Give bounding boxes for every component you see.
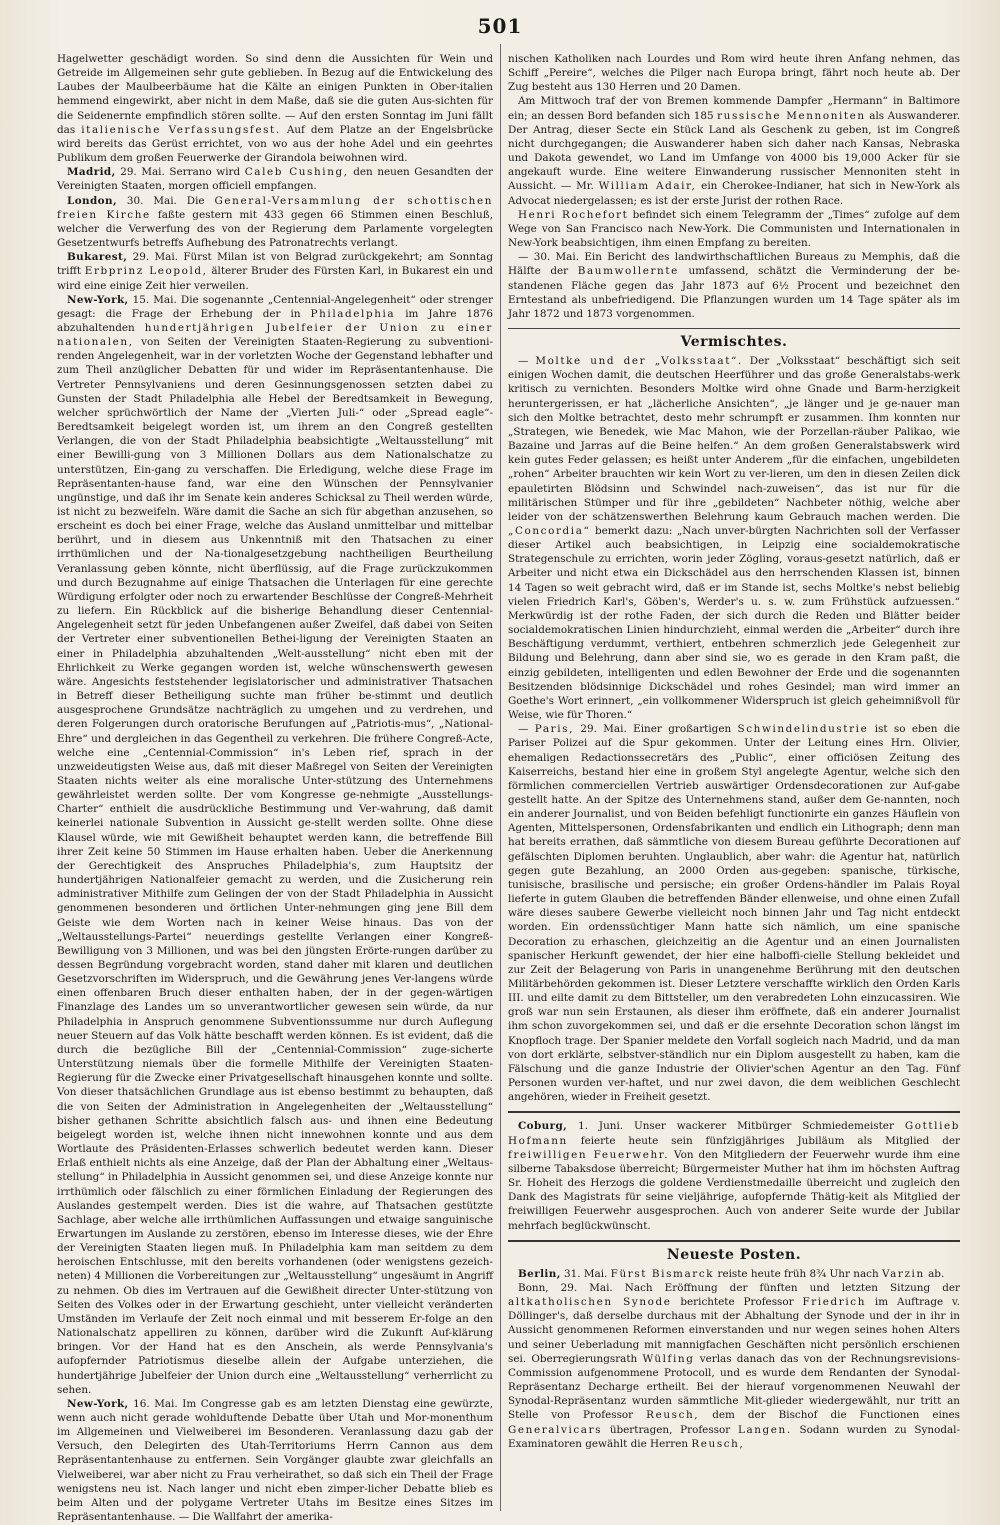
section-rule — [508, 328, 960, 329]
article-memphis: — 30. Mai. Ein Bericht des landwirthschaftlichen Bureaus zu Memphis, daß die Hälfte der Baumwollernte umfassend, schätzt die Verminderung der be-standenen Fläche gegen das Jahr 1873 auf 6½ Procent und bezeichnet den Erntestand als unbefriedigend. Die Pflanzungen wurden um 14 Tage später als im Jahr 1872 und 1873 vorgenommen. — [508, 251, 961, 320]
article-coburg: Coburg, 1. Juni. Unser wackerer Mitbürger Schmiedemeister Gottlieb Hofmann feierte heute sein fünfzigjähriges Jubiläum als Mitglied der freiwilligen Feuerwehr. Von den Mitgliedern der Feuerwehr wurde ihm eine silberne Tabaksdose überreicht; Bürgermeister Muther hat ihm im höchsten Auftrag Sr. Hoheit des Herzogs die goldene Verdienstmedaille überreicht und zugleich den Dank des Magistrats für seine vieljährige, aufopfernde Thätig-keit als Mitglied der freiwilligen Feuerwehr ausgesprochen. Auch von anderer Seite wurde der Jubilar mehrfach beglückwünscht. — [508, 1120, 960, 1232]
dateline: Coburg, — [518, 1120, 568, 1133]
right-column — [508, 52, 960, 1511]
page-number: 501 — [477, 14, 523, 38]
dateline: New-York, — [67, 293, 129, 306]
article-moltke: — Moltke und der „Volksstaat“. Der „Volksstaat“ beschäftigt sich seit einigen Wochen damit, die deutschen Heerführer und das große Generalstabs-werk kritisch zu vernichten. Besonders Moltke wird ohne Gnade und Barm-herzigkeit heruntergerissen, er hat „lächerliche Ansichten“, „je länger und je ge-nauer man sich den Moltke betrachtet, desto mehr schrumpft er zusammen. Ihm konnten nur „Strategen, wie Benedek, wie Mac Mahon, wie der Porzellan-räuber Palikao, wie Bazaine und Jarras auf die Beine helfen.“ An dem großen Generalstabswerk wird kein gutes Feder gelassen; es heißt unter Anderem „für die einfachen, ungebildeten „rohen“ Arbeiter brauchten wir kein Wort zu ver-lieren, um den in diesen Zeilen dick epauletirten Blödsinn und Schwindel nach-zuweisen“, das ist nur für die militärischen Stümper und für ihre „gebildeten“ Nachbeter nöthig, welche aber leider von der schätzenswerthen Belehrung kaum Gebrauch machen werden. Die „Concordia“ bemerkt dazu: „Nach unver-bürgten Nachrichten soll der Verfasser dieser Artikel auch beabsichtigen, in Leipzig eine socialdemokratische Strategenschule zu errichten, worin jeder Zögling, voraus-gesetzt natürlich, daß er Arbeiter und nicht etwa ein Dickschädel aus den herrschenden Klassen ist, binnen 14 Tagen so weit gebracht wird, daß er im Stande ist, sechs Moltke's nebst beliebig vielen Friedrich Karl's, Göben's, Werder's u. s. w. zum Frühstück aufzuessen.“ Merkwürdig ist der rothe Faden, der sich durch die Reden und Blätter beider socialdemokratischen Linien hindurchzieht, einmal werden die „Arbeiter“ durch ihre Beschäftigung verdummt, verthiert, entbehren schmerzlich jede Gelegenheit zur Bildung und Belehrung, dann aber sind sie, wo es gerade in den Kram paßt, die einzig gebildeten, intelligenten und edlen Bewohner der Erde und die sogenannten Besitzenden blödsinnige Dickschädel und rohes Gesindel; man wird immer an Goethe's Wort erinnert, „ein vollkommener Widerspruch ist gleich geheimnißvoll für Weise, wie für Thoren.“ — [508, 355, 961, 722]
article-pilgrims: nischen Katholiken nach Lourdes und Rom wird heute ihren Anfang nehmen, das Schiff „Pereire“, welches die Pilger nach Europa bringt, fährt noch heute ab. Der Zug besteht aus 130 Herren und 20 Damen. — [508, 53, 960, 94]
article-paris-swindle: — Paris, 29. Mai. Einer großartigen Schwindelindustrie ist so eben die Pariser Polizei auf die Spur gekommen. Unter der Leitung eines Hrn. Olivier, ehemaligen Redactionssecretärs des „Public“, einer officiösen Zeitung des Kaiserreichs, bestand hier eine in großem Styl angelegte Agentur, welche sich den förmlichen commerciellen Vertrieb auswärtiger Ordensdecorationen zur Auf-gabe gestellt hatte. An der Spitze des Unternehmens stand, außer dem Ge-nannten, noch ein anderer Journalist, und von Beiden befehligt functionirte ein ganzes Häuflein von Agenten, Mittelspersonen, Ordensfabrikanten und endlich ein Lithograph; denn man hat bereits errathen, daß sämmtliche von diesem Bureau geführte Decorationen auf gefälschten Diplomen beruhten. Unglaublich, aber wahr: die Agentur hat, natürlich gegen gute Bezahlung, an 2000 Orden aus-gegeben: spanische, türkische, tunisische, brasilische und persische; ein großer Ordens-händler im Palais Royal lieferte in gutem Glauben die betreffenden Bänder ellenweise, und ohne einen Zufall wäre dieses saubere Gewerbe vielleicht noch binnen Jahr und Tag nicht entdeckt worden. Ein ordenssüchtiger Mann hatte sich nämlich, um eine spanische Decoration zu erhaschen, gleichzeitig an die Agentur und an einen Journalisten spanischer Herkunft gewendet, der hier eine halboffi-cielle Stellung bekleidet und zur Zeit der Belagerung von Paris in unangenehme Berührung mit den deutschen Militärbehörden gekommen ist. Dieser Letztere verschaffte wirklich den Orden Karls III. und eilte damit zu dem Bittsteller, um den verabredeten Lohn einzucassiren. Wie groß war nun sein Erstaunen, als dieser ihm eröffnete, daß ein anderer Journalist ihm schon zuvorgekommen sei, und daß er die ersehnte Decoration schon längst im Knopfloch trage. Der Spanier meldete den Vorfall sogleich nach Madrid, und da man von dort erklärte, selbstver-ständlich nur ein Diplom ausgestellt zu haben, kam die Fälschung und die ganze Industrie der Olivier'schen Agentur an den Tag. Fünf Personen wurden ver-haftet, und nur zwei davon, die dem weiblichen Geschlecht angehören, wieder in Freiheit gesetzt. — [508, 723, 960, 1104]
dateline: Madrid, — [67, 166, 116, 179]
article-new-york-centennial: New-York, 15. Mai. Die sogenannte „Centennial-Angelegenheit“ oder strenger gesagt: die Frage der Erhebung der in Philadelphia im Jahre 1876 abzuhaltenden hundertjährigen Jubelfeier der Union zu einer nationalen, von Seiten der Vereinigten Staaten-Regierung zu subventioni-renden Angelegenheit, war in der vorletzten Woche der Gegenstand lebhafter und zum Theil anzüglicher Debatten für und wider im Repräsentantenhause. Die Vertreter Pennsylvaniens und deren Gesinnungsgenossen setzten dabei zu Gunsten der Stadt Philadelphia alle Hebel der Beredtsamkeit in Bewegung, welcher sprüchwörtlich der Name der „Vierten Juli-“ oder „Spread eagle“-Beredtsamkeit beigelegt worden ist, um ihrem an den Congreß gestellten Verlangen, die von der Stadt Philadelphia beabsichtigte „Weltausstellung“ mit einer Bewilli-gung von 3 Millionen Dollars aus dem Nationalschatze zu unterstützen, Ein-gang zu verschaffen. Die Erledigung, welche diese Frage im Repräsentanten-hause fand, war eine den Wünschen der Pennsylvanier ungünstige, und daß ihr im Senate kein anderes Schicksal zu Theil werden würde, ist nicht zu bezweifeln. Wäre damit die Sache an sich für abgethan anzusehen, so erscheint es doch bei einer Frage, welche das Ausland unmittelbar und mittelbar berührt, und in diesem aus Unkenntniß mit den Thatsachen zu einer irrthümlichen und der Na-tionalgesetzgebung nachtheiligen Beurtheilung Veranlassung geben könnte, nicht überflüssig, auf die Frage zurückzukommen und durch Bezugnahme auf einige Thatsachen die Unterlagen für eine gerechte Würdigung erfolgter oder noch zu erwartender Beschlüsse der Congreß-Mehrheit zu liefern. Ein Rückblick auf die bisherige Behandlung dieser Centennial-Angelegenheit setzt für jeden Unbefangenen außer Zweifel, daß dabei von Seiten der Vertreter einer subventionellen Bethei-ligung der Vereinigten Staaten an einer in Philadelphia abzuhaltenden „Welt-ausstellung“ nicht eben mit der Ehrlichkeit zu Werke gegangen worden ist, welche wünschenswerth gewesen wäre. Angesichts feststehender legislatorischer und administrativer Thatsachen in Betreff dieser Betheiligung suchte man früher be-stimmt und deutlich ausgesprochene Grundsätze nachträglich zu umgehen und zu verdrehen, und deren Folgerungen durch oratorische Berufungen auf „Patriotis-mus“, „National-Ehre“ und dergleichen in das Gegentheil zu verkehren. Die frühere Congreß-Acte, welche eine „Centennial-Commission“ in's Leben rief, sprach in der unzweideutigsten Weise aus, daß mit dieser Maßregel von Seiten der Vereinigten Staaten nichts weiter als eine moralische Unter-stützung des Unternehmens gewährleistet werden sollte. Der vom Kongresse ge-nehmigte „Ausstellungs-Charter“ enthielt die ausdrückliche Bestimmung und Ver-wahrung, daß damit keinerlei nationale Subvention in Aussicht ge-stellt werden sollte. Ohne diese Klausel würde, wie mit Gewißheit behauptet werden kann, die betreffende Bill ihrer Zeit keine 50 Stimmen im Hause erhalten haben. Ueber die Anerkennung der Gerechtigkeit des Anspruches Philadelphia's, zum Hauptsitz der hundertjährigen Nationalfeier gemacht zu werden, und die Zusicherung rein administrativer Mithilfe zum Gelingen der von der Stadt Philadelphia in Aussicht genommenen besonderen und örtlichen Unter-nehmungen ging jene Bill dem Geiste wie dem Worten nach in keiner Weise hinaus. Das von der „Weltausstellungs-Partei“ neuerdings gestellte Verlangen einer Kongreß-Bewilligung von 3 Millionen, und was bei den jüngsten Erörte-rungen darüber zu dessen Begründung vorgebracht worden, stand daher mit klaren und deutlichen Gesetzvorschriften im Widerspruch, und die Gewährung jenes Ver-langens würde einen offenbaren Bruch dieser enthalten haben, der in der gegen-wärtigen Finanzlage des Landes um so unverantwortlicher gewesen sein würde, da nur Philadelphia in Anspruch genommene Subventionssumme nur durch Auflegung neuer Steuern auf das Volk hätte beschafft werden können. Es ist evident, daß die durch die bezügliche Bill der „Centennial-Commission“ zuge-sicherte Unterstützung niemals über die formelle Mithilfe der Vereinigten Staaten-Regierung für die Zwecke einer Privatgesellschaft hinausgehen konnte und sollte. Von dieser thatsächlichen Grundlage aus ist ebenso bestimmt zu behaupten, daß die von Seiten der Administration in Angelegenheiten der „Weltausstellung“ bisher gethanen Schritte absichtlich falsch aus- und ihnen eine Bedeutung beigelegt worden ist, welche ihnen nicht innewohnen konnte und aus dem Wortlaute des Präsidenten-Erlasses schwerlich bedeutet werden kann. Dieser Erlaß enthielt nichts als eine Anzeige, daß der Plan der Abhaltung einer „Weltaus-stellung“ in Philadelphia in Aussicht genommen sei, und diese Anzeige konnte nur irrthümlich oder fälschlich zu einer förmlichen Einladung der Regierungen des Auslandes gestempelt werden. Dies ist die wahre, auf Thatsachen gestützte Sachlage, aber welche alle irrthümlichen Auffassungen und etwaige sanguinische Erwartungen im Auslande zu zerstören, ebenso im Interesse dieses, wie der Ehre der Vereinigten Staaten liegen muß. In Philadelphia kam man seitdem zu dem heroischen Entschlusse, mit den bereits vorhandenen (oder wenigstens gezeich-neten) 4 Millionen die Vorbereitungen zur „Weltausstellung“ ungesäumt in Angriff zu nehmen. Ob dies im Vertrauen auf die Gewißheit directer Unter-stützung von Seiten des Volkes oder in der Erwartung geschieht, unter vielleicht veränderten Umständen im Verlaufe der Zeit noch einmal und mit besserem Er-folge an den Nationalschatz appelliren zu können, darüber wird die Zukunft Auf-klärung bringen. Vor der Hand hat es den Anschein, als werde Pennsylvania's aufopfernder Patriotismus dieselbe allein der Aufgabe unterziehen, die hundertjährige Jubelfeier der Union durch eine „Weltausstellung“ verherrlicht zu sehen. — [57, 293, 493, 1396]
article-bonn: Bonn, 29. Mai. Nach Eröffnung der fünften und letzten Sitzung der altkatholischen Synode berichtete Professor Friedrich im Auftrage v. Döllinger's, daß derselbe durchaus mit der Abhaltung der Synode und der in ihr in Aussicht genommenen Reformen einverstanden und nur wegen seines hohen Alters und seiner Ueberladung mit mannigfachen Geschäften nicht persönlich erschienen sei. Oberregierungsrath Wülfing verlas danach das von der Rechnungsrevisions-Commission aufgenommene Protocoll, und es wurde dem Rendanten der Synodal-Repräsentanz Decharge ertheilt. Bei der hierauf vorgenommenen Neuwahl der Synodal-Repräsentanz wurden sämmtliche Mit-glieder wiedergewählt, nur tritt an Stelle von Professor Reusch, dem der Bischof die Functionen eines Generalvicars übertragen, Professor Langen. Sodann wurden zu Synodal-Examinatoren gewählt die Herren Reusch, — [508, 1281, 961, 1450]
section-rule — [508, 1240, 960, 1242]
article-london: London, 30. Mai. Die General-Versammlung der schottischen freien Kirche faßte gestern mit 433 gegen 66 Stimmen einen Beschluß, welcher die Verwerfung des von der Regierung dem Parlamente vorgelegten Gesetzentwurfs betreffs Aufhebung des Patronatrechts verlangt. — [57, 194, 493, 250]
section-heading-neueste-posten: Neueste Posten. — [666, 1246, 802, 1263]
left-column — [57, 52, 494, 1524]
dateline: Berlin, — [518, 1267, 561, 1280]
section-rule — [508, 1111, 960, 1113]
section-heading-vermischtes: Vermischtes. — [680, 333, 788, 350]
dateline: Bukarest, — [67, 251, 128, 264]
article-italy: Hagelwetter geschädigt worden. So sind denn die Aussichten für Wein und Getreide im Allgemeinen sehr gute geblieben. In Bezug auf die Entwickelung des Laubes der Maulbeerbäume hat die Kälte an einigen Punkten in Ober-italien hemmend eingewirkt, aber nicht in dem Maße, daß sie die guten Aus-sichten für die Seidenernte empfindlich stören sollte. — Auf den ersten Sonntag im Juni fällt das italienische Verfassungsfest. Auf dem Platze an der Engelsbrücke wird bereits das Gerüst errichtet, von wo aus der hohe Adel und ein geehrtes Publikum dem großen Feuerwerke der Girandola beiwohnen wird. — [57, 53, 494, 165]
article-rochefort: Henri Rochefort befindet sich einem Telegramm der „Times“ zufolge auf dem Wege von San Francisco nach New-York. Die Communisten und Internationalen in New-York beabsichtigen, ihm einen Empfang zu bereiten. — [508, 208, 960, 250]
column-divider — [500, 44, 501, 1511]
article-madrid: Madrid, 29. Mai. Serrano wird Caleb Cushing, den neuen Gesandten der Vereinigten Staaten, morgen officiell empfangen. — [57, 166, 493, 193]
dateline: New-York, — [67, 1397, 129, 1410]
article-bukarest: Bukarest, 29. Mai. Fürst Milan ist von Belgrad zurückgekehrt; am Sonntag trifft Erbprinz Leopold, älterer Bruder des Fürsten Karl, in Bukarest ein und wird eine einige Zeit hier verweilen. — [57, 251, 493, 292]
article-berlin: Berlin, 31. Mai. Fürst Bismarck reiste heute früh 8¾ Uhr nach Varzin ab. — [518, 1267, 945, 1280]
article-new-york-utah: New-York, 16. Mai. Im Congresse gab es am letzten Dienstag eine gewürzte, wenn auch nicht gerade wohlduftende Debatte über Utah und Mor-monenthum im Allgemeinen und Vielweiberei im Besonderen. Veranlassung dazu gab der Versuch, den Delegirten des Utah-Territoriums Herrn Cannon aus dem Repräsentantenhause zu entfernen. Sein Vorgänger glaubte zwar gleichfalls an Vielweiberei, war aber nicht zu Frau verheirathet, so daß sich ein Theil der Frage wenigstens neu ist. Nach langer und nicht eben zimper-licher Debatte blieb es beim Alten und der polygame Vertreter Utahs im Besitze eines Sitzes im Repräsentantenhause. — Die Wallfahrt der amerika- — [57, 1397, 494, 1524]
article-mennonites: Am Mittwoch traf der von Bremen kommende Dampfer „Hermann“ in Baltimore ein; an dessen Bord befanden sich 185 russische Mennoniten als Auswanderer. Der Antrag, dieser Secte ein Stück Land als Geschenk zu geben, ist im Congreß nicht durchgegangen; die Auswanderer haben sich daher nach Kansas, Nebraska und Dakota gewendet, wo Land im Umfange von 4000 bis 19,000 Acker für sie angekauft wurde. Eine weitere Einwanderung russischer Mennoniten steht in Aussicht. — Mr. William Adair, ein Cherokee-Indianer, hat sich in New-York als Advocat niedergelassen; es ist der erste Jurist der rothen Race. — [508, 95, 960, 207]
dateline: London, — [67, 194, 117, 207]
